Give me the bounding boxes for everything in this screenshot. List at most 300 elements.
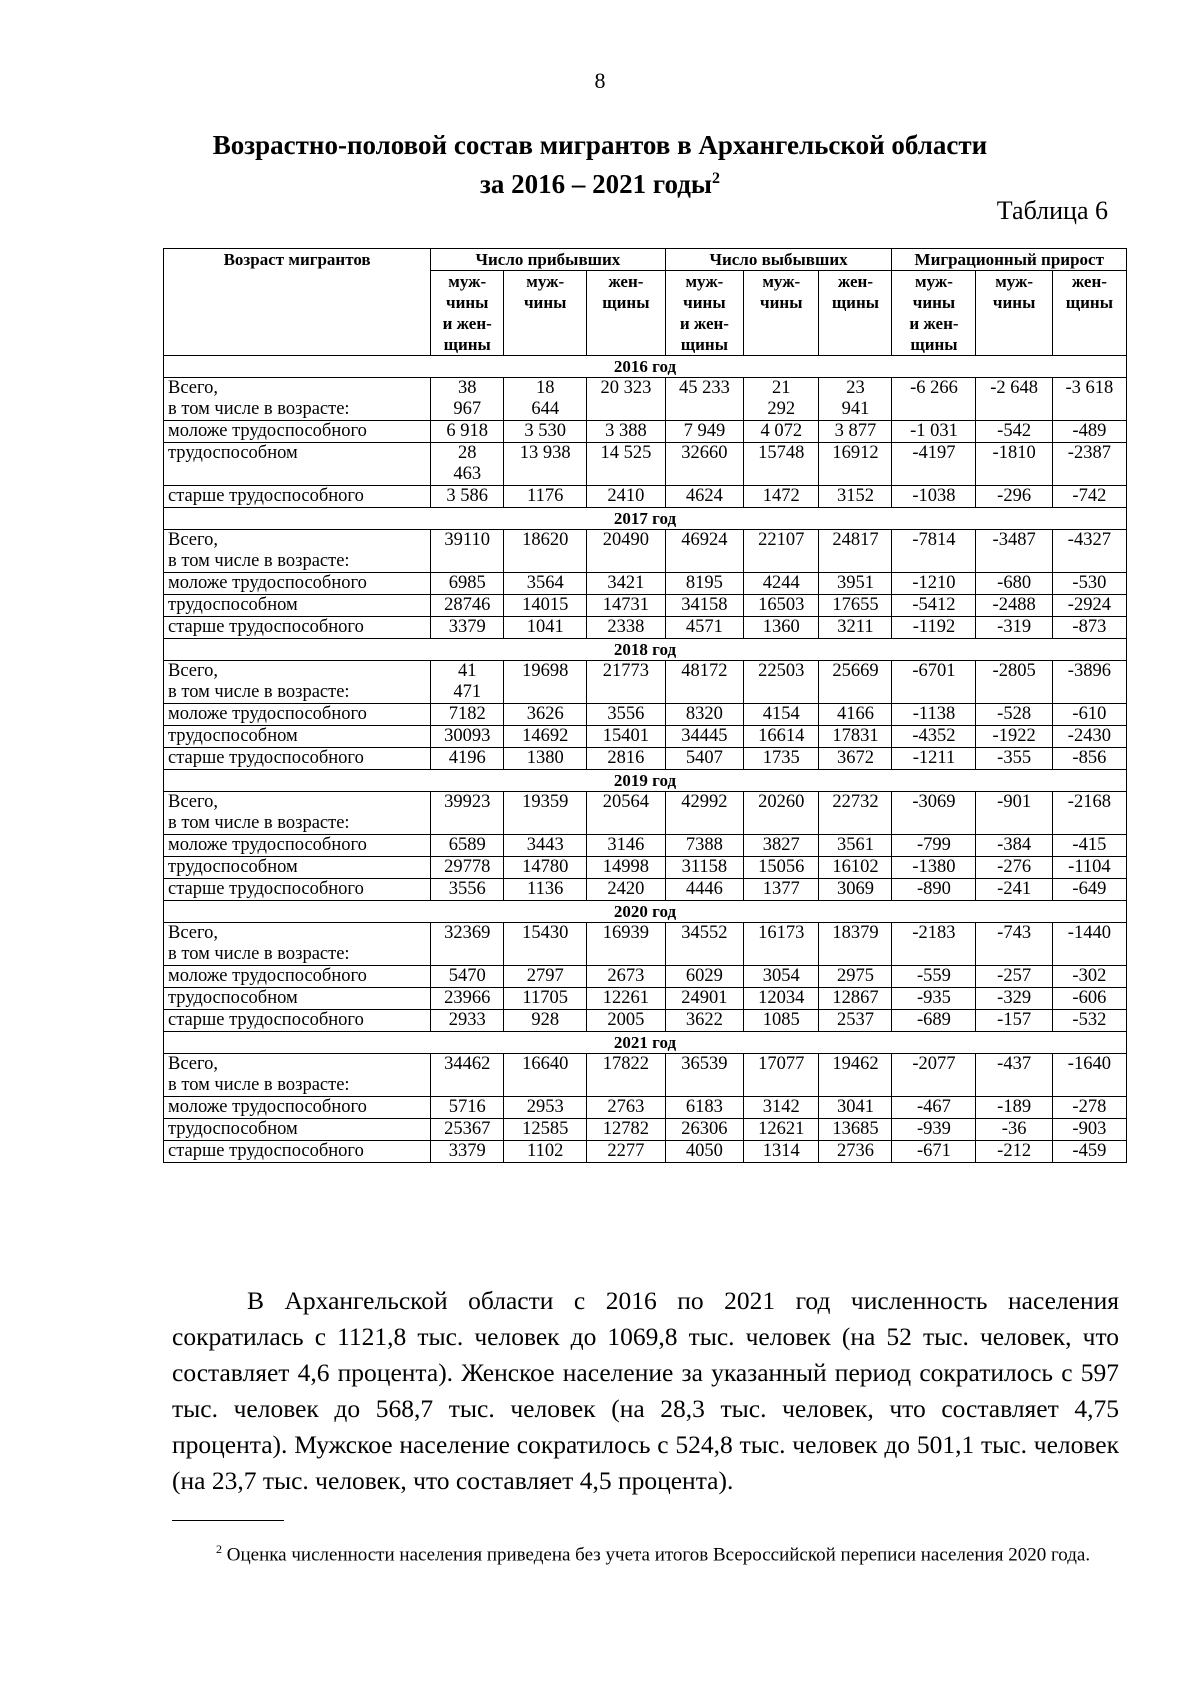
cell-growth-men: -542 <box>976 421 1052 443</box>
cell-growth-both: -5412 <box>892 595 976 617</box>
header-growth-men: муж- чины <box>976 271 1052 356</box>
cell-departed-men: 15056 <box>744 857 819 879</box>
cell-growth-men: -1810 <box>976 443 1052 486</box>
cell-departed-men: 1377 <box>744 879 819 901</box>
cell-arrived-men: 1102 <box>504 1141 587 1163</box>
cell-age: Всего, в том числе в возрасте: <box>164 378 431 421</box>
cell-departed-men: 1360 <box>744 617 819 639</box>
cell-departed-both: 3622 <box>665 1010 744 1032</box>
cell-age: Всего, в том числе в возрасте: <box>164 661 431 704</box>
cell-departed-women: 17831 <box>819 726 892 748</box>
cell-departed-women: 13685 <box>819 1119 892 1141</box>
table-row-working <box>164 595 1127 617</box>
cell-growth-women: -302 <box>1052 966 1126 988</box>
cell-departed-both: 8195 <box>665 573 744 595</box>
cell-growth-women: -278 <box>1052 1097 1126 1119</box>
table-row-total <box>164 923 1127 966</box>
cell-arrived-both: 39923 <box>431 792 504 835</box>
table-row-total <box>164 661 1127 704</box>
cell-departed-men: 1085 <box>744 1010 819 1032</box>
cell-growth-women: -2387 <box>1052 443 1126 486</box>
table-row-younger <box>164 704 1127 726</box>
table-row-working <box>164 443 1127 486</box>
cell-arrived-both: 3379 <box>431 1141 504 1163</box>
cell-arrived-women: 14731 <box>587 595 666 617</box>
year-label: 2018 год <box>164 639 1127 661</box>
cell-growth-women: -742 <box>1052 486 1126 508</box>
cell-arrived-both: 2933 <box>431 1010 504 1032</box>
cell-departed-men: 22107 <box>744 530 819 573</box>
cell-growth-men: -384 <box>976 835 1052 857</box>
cell-growth-both: -799 <box>892 835 976 857</box>
cell-growth-women: -415 <box>1052 835 1126 857</box>
cell-departed-women: 3561 <box>819 835 892 857</box>
cell-departed-women: 16912 <box>819 443 892 486</box>
cell-departed-men: 1735 <box>744 748 819 770</box>
cell-arrived-women: 3 388 <box>587 421 666 443</box>
header-arrived-both: муж- чины и жен- щины <box>431 271 504 356</box>
header-age: Возраст мигрантов <box>164 249 431 356</box>
table-body <box>164 356 1127 1163</box>
cell-age: трудоспособном <box>164 857 431 879</box>
cell-age: Всего, в том числе в возрасте: <box>164 923 431 966</box>
cell-departed-women: 2975 <box>819 966 892 988</box>
cell-departed-men: 15748 <box>744 443 819 486</box>
year-row <box>164 508 1127 530</box>
year-row <box>164 1032 1127 1054</box>
cell-growth-both: -1038 <box>892 486 976 508</box>
cell-departed-both: 4446 <box>665 879 744 901</box>
cell-growth-men: -743 <box>976 923 1052 966</box>
cell-growth-men: -276 <box>976 857 1052 879</box>
footnote-mark: 2 <box>216 1542 222 1556</box>
cell-arrived-both: 41 471 <box>431 661 504 704</box>
cell-departed-women: 2537 <box>819 1010 892 1032</box>
cell-arrived-men: 19359 <box>504 792 587 835</box>
cell-arrived-both: 39110 <box>431 530 504 573</box>
table-row-total <box>164 530 1127 573</box>
cell-arrived-both: 28746 <box>431 595 504 617</box>
cell-growth-men: -437 <box>976 1054 1052 1097</box>
cell-age: моложе трудоспособного <box>164 966 431 988</box>
header-arrived: Число прибывших <box>431 249 665 271</box>
cell-age: старше трудоспособного <box>164 617 431 639</box>
cell-growth-both: -2077 <box>892 1054 976 1097</box>
cell-arrived-both: 23966 <box>431 988 504 1010</box>
table-row-younger <box>164 573 1127 595</box>
year-label: 2020 год <box>164 901 1127 923</box>
cell-growth-both: -1192 <box>892 617 976 639</box>
cell-arrived-both: 5470 <box>431 966 504 988</box>
table-label: Таблица 6 <box>996 196 1108 225</box>
cell-arrived-women: 3421 <box>587 573 666 595</box>
cell-growth-both: -671 <box>892 1141 976 1163</box>
table-row-older <box>164 486 1127 508</box>
table-row-total <box>164 1054 1127 1097</box>
cell-departed-men: 12034 <box>744 988 819 1010</box>
cell-growth-both: -4197 <box>892 443 976 486</box>
cell-age: старше трудоспособного <box>164 486 431 508</box>
cell-departed-women: 3041 <box>819 1097 892 1119</box>
cell-arrived-men: 18620 <box>504 530 587 573</box>
cell-age: старше трудоспособного <box>164 879 431 901</box>
cell-growth-women: -459 <box>1052 1141 1126 1163</box>
cell-departed-both: 34158 <box>665 595 744 617</box>
cell-departed-women: 3 877 <box>819 421 892 443</box>
cell-growth-men: -157 <box>976 1010 1052 1032</box>
title-footnote-mark: 2 <box>711 170 720 187</box>
table-row-total <box>164 792 1127 835</box>
cell-growth-both: -1 031 <box>892 421 976 443</box>
cell-departed-both: 45 233 <box>665 378 744 421</box>
cell-arrived-men: 19698 <box>504 661 587 704</box>
cell-arrived-men: 16640 <box>504 1054 587 1097</box>
cell-arrived-women: 14998 <box>587 857 666 879</box>
year-label: 2019 год <box>164 770 1127 792</box>
cell-growth-men: -319 <box>976 617 1052 639</box>
cell-arrived-women: 3146 <box>587 835 666 857</box>
cell-arrived-both: 30093 <box>431 726 504 748</box>
cell-departed-women: 24817 <box>819 530 892 573</box>
cell-growth-both: -7814 <box>892 530 976 573</box>
cell-arrived-both: 5716 <box>431 1097 504 1119</box>
cell-growth-both: -6701 <box>892 661 976 704</box>
cell-departed-women: 17655 <box>819 595 892 617</box>
cell-age: трудоспособном <box>164 726 431 748</box>
cell-arrived-both: 7182 <box>431 704 504 726</box>
cell-growth-both: -890 <box>892 879 976 901</box>
cell-growth-men: -212 <box>976 1141 1052 1163</box>
cell-arrived-men: 3 530 <box>504 421 587 443</box>
cell-growth-women: -2430 <box>1052 726 1126 748</box>
cell-age: Всего, в том числе в возрасте: <box>164 1054 431 1097</box>
header-departed-men: муж- чины <box>744 271 819 356</box>
cell-departed-women: 12867 <box>819 988 892 1010</box>
cell-arrived-women: 2005 <box>587 1010 666 1032</box>
cell-growth-women: -1440 <box>1052 923 1126 966</box>
table-row-older <box>164 748 1127 770</box>
cell-departed-both: 24901 <box>665 988 744 1010</box>
cell-arrived-women: 2673 <box>587 966 666 988</box>
table-row-working <box>164 1119 1127 1141</box>
cell-departed-both: 4050 <box>665 1141 744 1163</box>
cell-growth-both: -935 <box>892 988 976 1010</box>
cell-departed-both: 48172 <box>665 661 744 704</box>
cell-age: старше трудоспособного <box>164 1141 431 1163</box>
header-arrived-men: муж- чины <box>504 271 587 356</box>
cell-arrived-men: 18 644 <box>504 378 587 421</box>
cell-growth-women: -1640 <box>1052 1054 1126 1097</box>
cell-departed-men: 1314 <box>744 1141 819 1163</box>
cell-arrived-both: 25367 <box>431 1119 504 1141</box>
cell-growth-men: -296 <box>976 486 1052 508</box>
table-row-older <box>164 617 1127 639</box>
cell-age: моложе трудоспособного <box>164 573 431 595</box>
cell-departed-both: 34552 <box>665 923 744 966</box>
cell-age: моложе трудоспособного <box>164 421 431 443</box>
header-departed: Число выбывших <box>665 249 892 271</box>
cell-growth-women: -489 <box>1052 421 1126 443</box>
title-line-1: Возрастно-половой состав мигрантов в Архангельской области <box>212 130 988 160</box>
year-label: 2016 год <box>164 356 1127 378</box>
cell-arrived-men: 2797 <box>504 966 587 988</box>
cell-growth-men: -36 <box>976 1119 1052 1141</box>
page-number: 8 <box>594 68 606 93</box>
cell-age: старше трудоспособного <box>164 1010 431 1032</box>
cell-arrived-both: 29778 <box>431 857 504 879</box>
header-growth-women: жен- щины <box>1052 271 1126 356</box>
cell-departed-both: 6029 <box>665 966 744 988</box>
table-row-younger <box>164 421 1127 443</box>
cell-arrived-women: 2763 <box>587 1097 666 1119</box>
cell-growth-women: -3896 <box>1052 661 1126 704</box>
cell-growth-men: -3487 <box>976 530 1052 573</box>
cell-departed-both: 8320 <box>665 704 744 726</box>
cell-arrived-both: 6589 <box>431 835 504 857</box>
cell-departed-men: 1472 <box>744 486 819 508</box>
cell-departed-both: 7388 <box>665 835 744 857</box>
cell-growth-both: -559 <box>892 966 976 988</box>
cell-growth-men: -2488 <box>976 595 1052 617</box>
header-growth-both: муж- чины и жен- щины <box>892 271 976 356</box>
cell-growth-both: -2183 <box>892 923 976 966</box>
cell-departed-both: 4571 <box>665 617 744 639</box>
year-label: 2021 год <box>164 1032 1127 1054</box>
cell-arrived-both: 3 586 <box>431 486 504 508</box>
cell-growth-women: -610 <box>1052 704 1126 726</box>
cell-arrived-women: 14 525 <box>587 443 666 486</box>
cell-departed-men: 4154 <box>744 704 819 726</box>
cell-growth-women: -903 <box>1052 1119 1126 1141</box>
cell-growth-women: -2168 <box>1052 792 1126 835</box>
cell-growth-men: -2 648 <box>976 378 1052 421</box>
cell-age: моложе трудоспособного <box>164 1097 431 1119</box>
cell-growth-women: -530 <box>1052 573 1126 595</box>
cell-arrived-men: 1176 <box>504 486 587 508</box>
cell-arrived-both: 3556 <box>431 879 504 901</box>
table-header-row-groups <box>164 249 1127 271</box>
table-row-younger <box>164 966 1127 988</box>
footnote <box>172 1536 1119 1568</box>
cell-growth-men: -901 <box>976 792 1052 835</box>
cell-arrived-men: 1041 <box>504 617 587 639</box>
cell-arrived-men: 11705 <box>504 988 587 1010</box>
cell-departed-men: 4 072 <box>744 421 819 443</box>
cell-arrived-women: 20564 <box>587 792 666 835</box>
cell-arrived-women: 2277 <box>587 1141 666 1163</box>
cell-departed-women: 25669 <box>819 661 892 704</box>
cell-departed-men: 12621 <box>744 1119 819 1141</box>
cell-growth-both: -939 <box>892 1119 976 1141</box>
cell-departed-women: 16102 <box>819 857 892 879</box>
cell-growth-men: -241 <box>976 879 1052 901</box>
header-departed-both: муж- чины и жен- щины <box>665 271 744 356</box>
cell-departed-both: 46924 <box>665 530 744 573</box>
cell-departed-both: 31158 <box>665 857 744 879</box>
cell-arrived-women: 3556 <box>587 704 666 726</box>
cell-arrived-women: 12261 <box>587 988 666 1010</box>
cell-departed-women: 22732 <box>819 792 892 835</box>
cell-arrived-men: 14692 <box>504 726 587 748</box>
cell-age: Всего, в том числе в возрасте: <box>164 792 431 835</box>
table-row-working <box>164 857 1127 879</box>
cell-departed-men: 20260 <box>744 792 819 835</box>
cell-departed-both: 26306 <box>665 1119 744 1141</box>
header-departed-women: жен- щины <box>819 271 892 356</box>
cell-departed-both: 6183 <box>665 1097 744 1119</box>
cell-growth-both: -3069 <box>892 792 976 835</box>
cell-arrived-women: 2420 <box>587 879 666 901</box>
footnote-text: Оценка численности населения приведена без учета итогов Всероссийской переписи населения 2020 года. <box>226 1544 1091 1566</box>
cell-growth-women: -873 <box>1052 617 1126 639</box>
cell-departed-men: 16503 <box>744 595 819 617</box>
cell-departed-men: 16173 <box>744 923 819 966</box>
cell-age: моложе трудоспособного <box>164 704 431 726</box>
cell-departed-women: 3152 <box>819 486 892 508</box>
cell-arrived-women: 20490 <box>587 530 666 573</box>
cell-arrived-both: 28 463 <box>431 443 504 486</box>
cell-growth-women: -856 <box>1052 748 1126 770</box>
cell-growth-men: -355 <box>976 748 1052 770</box>
cell-growth-men: -528 <box>976 704 1052 726</box>
cell-arrived-men: 14015 <box>504 595 587 617</box>
cell-age: трудоспособном <box>164 988 431 1010</box>
body-paragraph: В Архангельской области с 2016 по 2021 год численность населения сократилась с 1121,8 тыс. человек до 1069,8 тыс. человек (на 52 тыс. человек, что составляет 4,6 процента). Женское население за указанный период сократилось с 597 тыс. человек до 568,7 тыс. человек (на 28,3 тыс. человек, что составляет 4,75 процента). Мужское население сократилось с 524,8 тыс. человек до 501,1 тыс. человек (на 23,7 тыс. человек, что составляет 4,5 процента). <box>172 1286 1119 1495</box>
cell-departed-women: 3951 <box>819 573 892 595</box>
cell-departed-both: 4624 <box>665 486 744 508</box>
table-row-younger <box>164 1097 1127 1119</box>
migrants-table <box>163 248 1127 1163</box>
cell-arrived-men: 928 <box>504 1010 587 1032</box>
cell-arrived-women: 21773 <box>587 661 666 704</box>
cell-departed-both: 36539 <box>665 1054 744 1097</box>
cell-arrived-women: 20 323 <box>587 378 666 421</box>
cell-departed-women: 23 941 <box>819 378 892 421</box>
cell-departed-men: 16614 <box>744 726 819 748</box>
cell-arrived-both: 4196 <box>431 748 504 770</box>
cell-growth-both: -467 <box>892 1097 976 1119</box>
cell-arrived-men: 2953 <box>504 1097 587 1119</box>
cell-arrived-women: 16939 <box>587 923 666 966</box>
cell-departed-both: 7 949 <box>665 421 744 443</box>
cell-departed-men: 3142 <box>744 1097 819 1119</box>
cell-departed-both: 34445 <box>665 726 744 748</box>
table-row-working <box>164 726 1127 748</box>
cell-growth-women: -4327 <box>1052 530 1126 573</box>
table-row-older <box>164 1010 1127 1032</box>
cell-arrived-both: 6985 <box>431 573 504 595</box>
cell-arrived-both: 38 967 <box>431 378 504 421</box>
cell-arrived-men: 15430 <box>504 923 587 966</box>
cell-arrived-both: 3379 <box>431 617 504 639</box>
cell-growth-men: -1922 <box>976 726 1052 748</box>
cell-growth-women: -1104 <box>1052 857 1126 879</box>
cell-growth-both: -1380 <box>892 857 976 879</box>
table-row-working <box>164 988 1127 1010</box>
cell-departed-both: 42992 <box>665 792 744 835</box>
cell-growth-both: -6 266 <box>892 378 976 421</box>
cell-departed-women: 3211 <box>819 617 892 639</box>
cell-departed-both: 5407 <box>665 748 744 770</box>
year-row <box>164 639 1127 661</box>
cell-growth-men: -257 <box>976 966 1052 988</box>
year-label: 2017 год <box>164 508 1127 530</box>
footnote-divider <box>172 1520 284 1521</box>
cell-departed-men: 22503 <box>744 661 819 704</box>
cell-growth-men: -2805 <box>976 661 1052 704</box>
cell-arrived-men: 3443 <box>504 835 587 857</box>
cell-age: Всего, в том числе в возрасте: <box>164 530 431 573</box>
cell-arrived-women: 15401 <box>587 726 666 748</box>
cell-arrived-women: 2410 <box>587 486 666 508</box>
cell-age: моложе трудоспособного <box>164 835 431 857</box>
cell-arrived-women: 2816 <box>587 748 666 770</box>
cell-growth-women: -649 <box>1052 879 1126 901</box>
cell-growth-men: -680 <box>976 573 1052 595</box>
cell-arrived-men: 3626 <box>504 704 587 726</box>
cell-departed-women: 3672 <box>819 748 892 770</box>
table-row-older <box>164 879 1127 901</box>
cell-growth-women: -606 <box>1052 988 1126 1010</box>
year-row <box>164 770 1127 792</box>
cell-departed-both: 32660 <box>665 443 744 486</box>
cell-arrived-both: 32369 <box>431 923 504 966</box>
cell-growth-both: -689 <box>892 1010 976 1032</box>
document-title <box>0 128 1200 201</box>
cell-departed-men: 17077 <box>744 1054 819 1097</box>
cell-departed-men: 3054 <box>744 966 819 988</box>
cell-age: старше трудоспособного <box>164 748 431 770</box>
cell-arrived-both: 34462 <box>431 1054 504 1097</box>
cell-departed-women: 19462 <box>819 1054 892 1097</box>
cell-arrived-men: 1380 <box>504 748 587 770</box>
year-row <box>164 901 1127 923</box>
cell-arrived-both: 6 918 <box>431 421 504 443</box>
cell-departed-women: 4166 <box>819 704 892 726</box>
cell-growth-both: -1210 <box>892 573 976 595</box>
cell-arrived-men: 14780 <box>504 857 587 879</box>
cell-departed-men: 3827 <box>744 835 819 857</box>
cell-growth-women: -2924 <box>1052 595 1126 617</box>
header-arrived-women: жен- щины <box>587 271 666 356</box>
cell-arrived-women: 2338 <box>587 617 666 639</box>
cell-growth-men: -329 <box>976 988 1052 1010</box>
cell-growth-women: -3 618 <box>1052 378 1126 421</box>
cell-age: трудоспособном <box>164 1119 431 1141</box>
cell-arrived-men: 1136 <box>504 879 587 901</box>
cell-arrived-men: 13 938 <box>504 443 587 486</box>
cell-growth-women: -532 <box>1052 1010 1126 1032</box>
cell-growth-both: -1211 <box>892 748 976 770</box>
cell-departed-women: 2736 <box>819 1141 892 1163</box>
cell-growth-both: -1138 <box>892 704 976 726</box>
cell-arrived-women: 12782 <box>587 1119 666 1141</box>
cell-departed-men: 4244 <box>744 573 819 595</box>
cell-age: трудоспособном <box>164 443 431 486</box>
cell-arrived-women: 17822 <box>587 1054 666 1097</box>
header-growth: Миграционный прирост <box>892 249 1127 271</box>
cell-departed-women: 18379 <box>819 923 892 966</box>
cell-arrived-men: 12585 <box>504 1119 587 1141</box>
table-row-total <box>164 378 1127 421</box>
cell-arrived-men: 3564 <box>504 573 587 595</box>
cell-age: трудоспособном <box>164 595 431 617</box>
table-row-older <box>164 1141 1127 1163</box>
cell-growth-men: -189 <box>976 1097 1052 1119</box>
year-row <box>164 356 1127 378</box>
table-row-younger <box>164 835 1127 857</box>
cell-departed-women: 3069 <box>819 879 892 901</box>
